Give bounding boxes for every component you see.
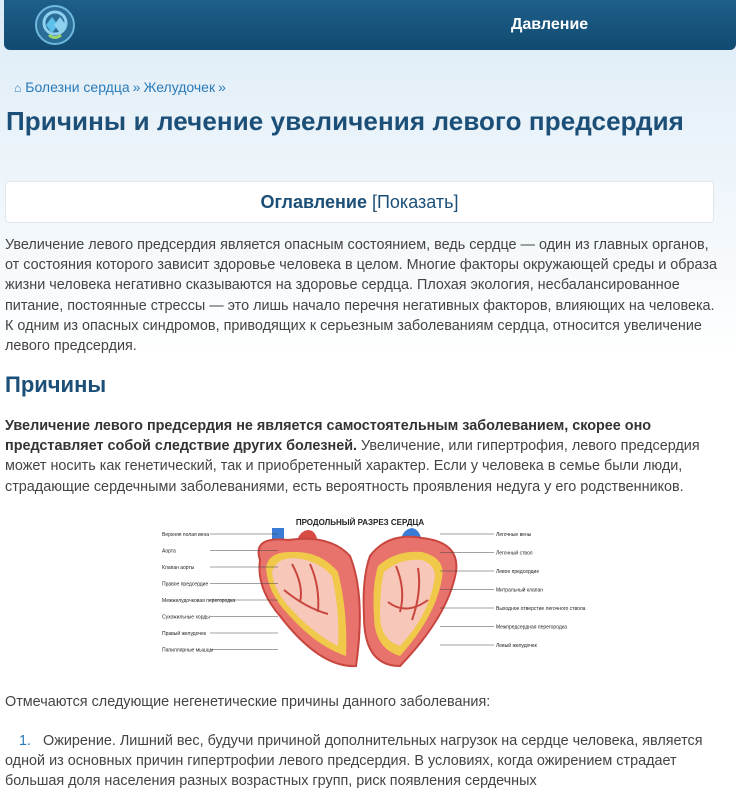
anatomy-label: Левое предсердие	[496, 569, 540, 575]
toc-title: Оглавление	[260, 192, 367, 212]
anatomy-label: Легочный ствол	[496, 550, 533, 557]
intro-paragraph: Увеличение левого предсердия является опасным состоянием, ведь сердце — один из главных органов, от состояния которого зависит здоровье человека в целом. Многие факторы окружающей среды и образа жизни человека негативно сказываются на здоровье сердца. Плохая экология, несбалансированное питание, постоянные стрессы — это лишь начало перечня негативных факторов, влияющих на человека. К одним из опасных синдромов, приводящих к серьезным заболеваниям сердца, относится увеличение левого предсердия.	[5, 237, 717, 355]
causes-paragraph	[5, 416, 717, 497]
list-item-text: Ожирение. Лишний вес, будучи причиной дополнительных нагрузок на сердце человека, является одной из основных причин гипертрофии левого предсердия. В условиях, когда ожирением страдает большая доля населения разных возрастных групп, риск появления сердечных	[5, 733, 703, 790]
causes-lead-text: Увеличение левого предсердия не является самостоятельным заболеванием, скорее оно представляет собой следствие других болезней.	[5, 418, 652, 455]
nav-link-pressure[interactable]: Давление	[511, 16, 589, 33]
breadcrumb-separator: »	[132, 79, 141, 95]
anatomy-label: Папиллярные мышцы	[162, 647, 214, 654]
heart-diagram	[160, 516, 586, 674]
breadcrumb-link-ventricle[interactable]: Желудочек	[143, 79, 216, 95]
toc-show-toggle[interactable]: [Показать]	[371, 192, 459, 212]
list-item	[5, 731, 717, 792]
anatomy-label: Выходное отверстие легочного ствола	[496, 606, 586, 612]
list-item-number: 1.	[19, 733, 32, 749]
home-icon[interactable]: ⌂	[14, 81, 22, 95]
right-label-group	[440, 532, 586, 649]
anatomy-label: Клапан аорты	[162, 565, 195, 571]
site-logo-icon[interactable]	[34, 4, 76, 46]
figure-title: ПРОДОЛЬНЫЙ РАЗРЕЗ СЕРДЦА	[295, 518, 425, 527]
anatomy-label: Правое предсердие	[162, 581, 209, 588]
table-of-contents	[5, 181, 714, 223]
anatomy-label: Межпредсердная перегородка	[496, 624, 567, 631]
causes-list	[5, 731, 717, 792]
anatomy-label: Левый желудочек	[496, 643, 537, 649]
top-navigation-bar	[4, 0, 736, 50]
anatomy-label: Межжелудочковая перегородка	[162, 598, 236, 604]
breadcrumb	[14, 79, 229, 95]
anatomy-label: Сухожильные хорды	[162, 614, 210, 621]
nongenetic-causes-intro: Отмечаются следующие негенетические причины данного заболевания:	[5, 694, 491, 710]
anatomy-label: Аорта	[162, 548, 176, 555]
page-title: Причины и лечение увеличения левого предсердия	[6, 106, 684, 136]
heart-cross-section-image	[160, 516, 586, 674]
anatomy-label: Верхняя полая вена	[162, 532, 210, 538]
section-heading-causes: Причины	[5, 372, 107, 397]
causes-body-text: Увеличение, или гипертрофия, левого предсердия может носить как генетический, так и приобретенный характер. Если у человека в семье были люди, страдающие сердечными заболеваниями, есть вероятность проявления недуга у его родственников.	[5, 438, 700, 495]
anatomy-label: Легочные вены	[496, 532, 532, 538]
breadcrumb-separator: »	[218, 79, 226, 95]
breadcrumb-link-heart-diseases[interactable]: Болезни сердца	[25, 79, 130, 95]
anatomy-label: Митральный клапан	[496, 587, 544, 594]
left-label-group	[162, 532, 278, 654]
anatomy-label: Правый желудочек	[162, 631, 206, 637]
